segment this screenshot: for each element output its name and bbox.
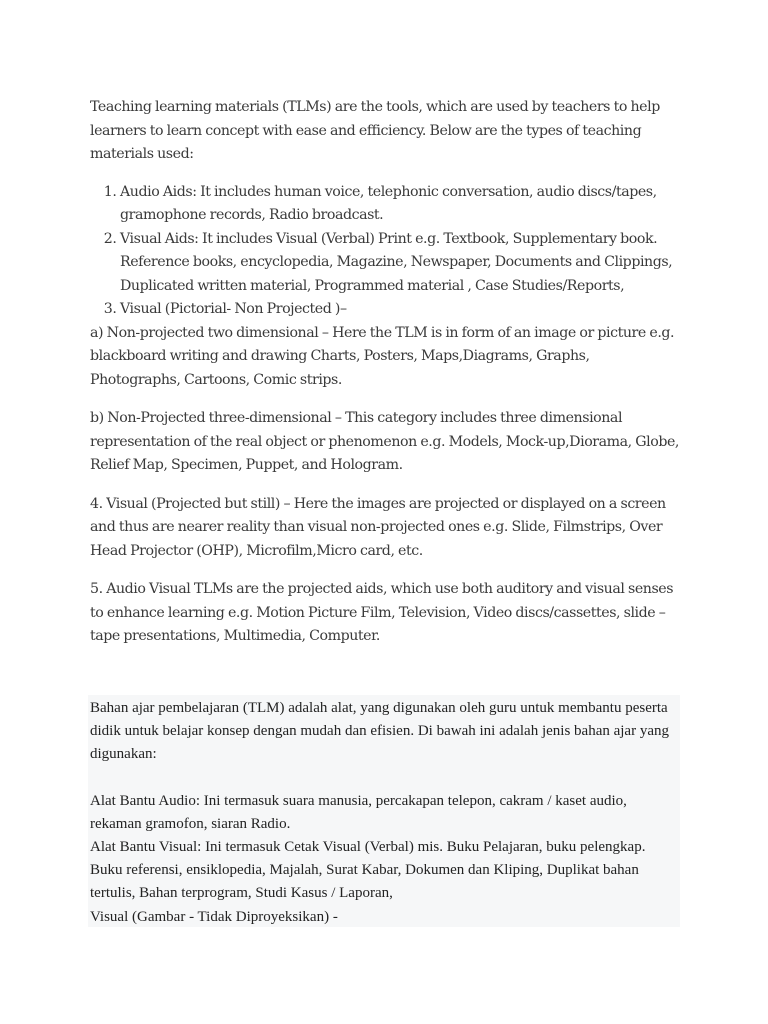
list-item-audio-aids: 1. Audio Aids: It includes human voice, telephonic conversation, audio discs/tapes, gramophone records, Radio broadcast. xyxy=(120,181,680,228)
indonesian-visual-pictorial: Visual (Gambar - Tidak Diproyeksikan) - xyxy=(90,908,338,925)
indonesian-translation-block xyxy=(88,695,680,927)
list-item-visual-pictorial: 3. Visual (Pictorial- Non Projected )– xyxy=(120,298,680,322)
para-visual-projected: 4. Visual (Projected but still) – Here the images are projected or displayed on a screen and thus are nearer reality than visual non-projected ones e.g. Slide, Filmstrips, Over Head Projector (OHP), Microfilm,Micro card, etc. xyxy=(90,495,666,559)
indonesian-visual-aids: Alat Bantu Visual: Ini termasuk Cetak Visual (Verbal) mis. Buku Pelajaran, buku pelengkap. Buku referensi, ensiklopedia, Majalah, Surat Kabar, Dokumen dan Kliping, Duplikat bahan tertulis, Bahan terprogram, Studi Kasus / Laporan, xyxy=(90,839,646,902)
para-audio-visual: 5. Audio Visual TLMs are the projected aids, which use both auditory and visual senses to enhance learning e.g. Motion Picture Film, Television, Video discs/cassettes, slide – tape presentations, Multimedia, Computer. xyxy=(90,581,674,644)
english-text-block xyxy=(90,96,680,664)
indonesian-audio-aids: Alat Bantu Audio: Ini termasuk suara manusia, percakapan telepon, cakram / kaset audio, rekaman gramofon, siaran Radio. xyxy=(90,792,627,832)
para-non-projected-2d: a) Non-projected two dimensional – Here the TLM is in form of an image or picture e.g. blackboard writing and drawing Charts, Posters, Maps,Diagrams, Graphs, Photographs, Cartoons, Comic strips. xyxy=(90,324,675,388)
tlm-types-list xyxy=(90,181,680,322)
english-intro: Teaching learning materials (TLMs) are the tools, which are used by teachers to help learners to learn concept with ease and efficiency. Below are the types of teaching materials used: xyxy=(90,99,660,162)
para-non-projected-3d: b) Non-Projected three-dimensional – This category includes three dimensional representation of the real object or phenomenon e.g. Models, Mock-up,Diorama, Globe, Relief Map, Specimen, Puppet, and Hologram. xyxy=(90,410,679,473)
list-item-visual-aids: 2. Visual Aids: It includes Visual (Verbal) Print e.g. Textbook, Supplementary book. Reference books, encyclopedia, Magazine, Newspaper, Documents and Clippings, Duplicated written material, Programmed material , Case Studies/Reports, xyxy=(120,228,680,299)
indonesian-intro: Bahan ajar pembelajaran (TLM) adalah alat, yang digunakan oleh guru untuk membantu peserta didik untuk belajar konsep dengan mudah dan efisien. Di bawah ini adalah jenis bahan ajar yang digunakan: xyxy=(90,700,669,763)
